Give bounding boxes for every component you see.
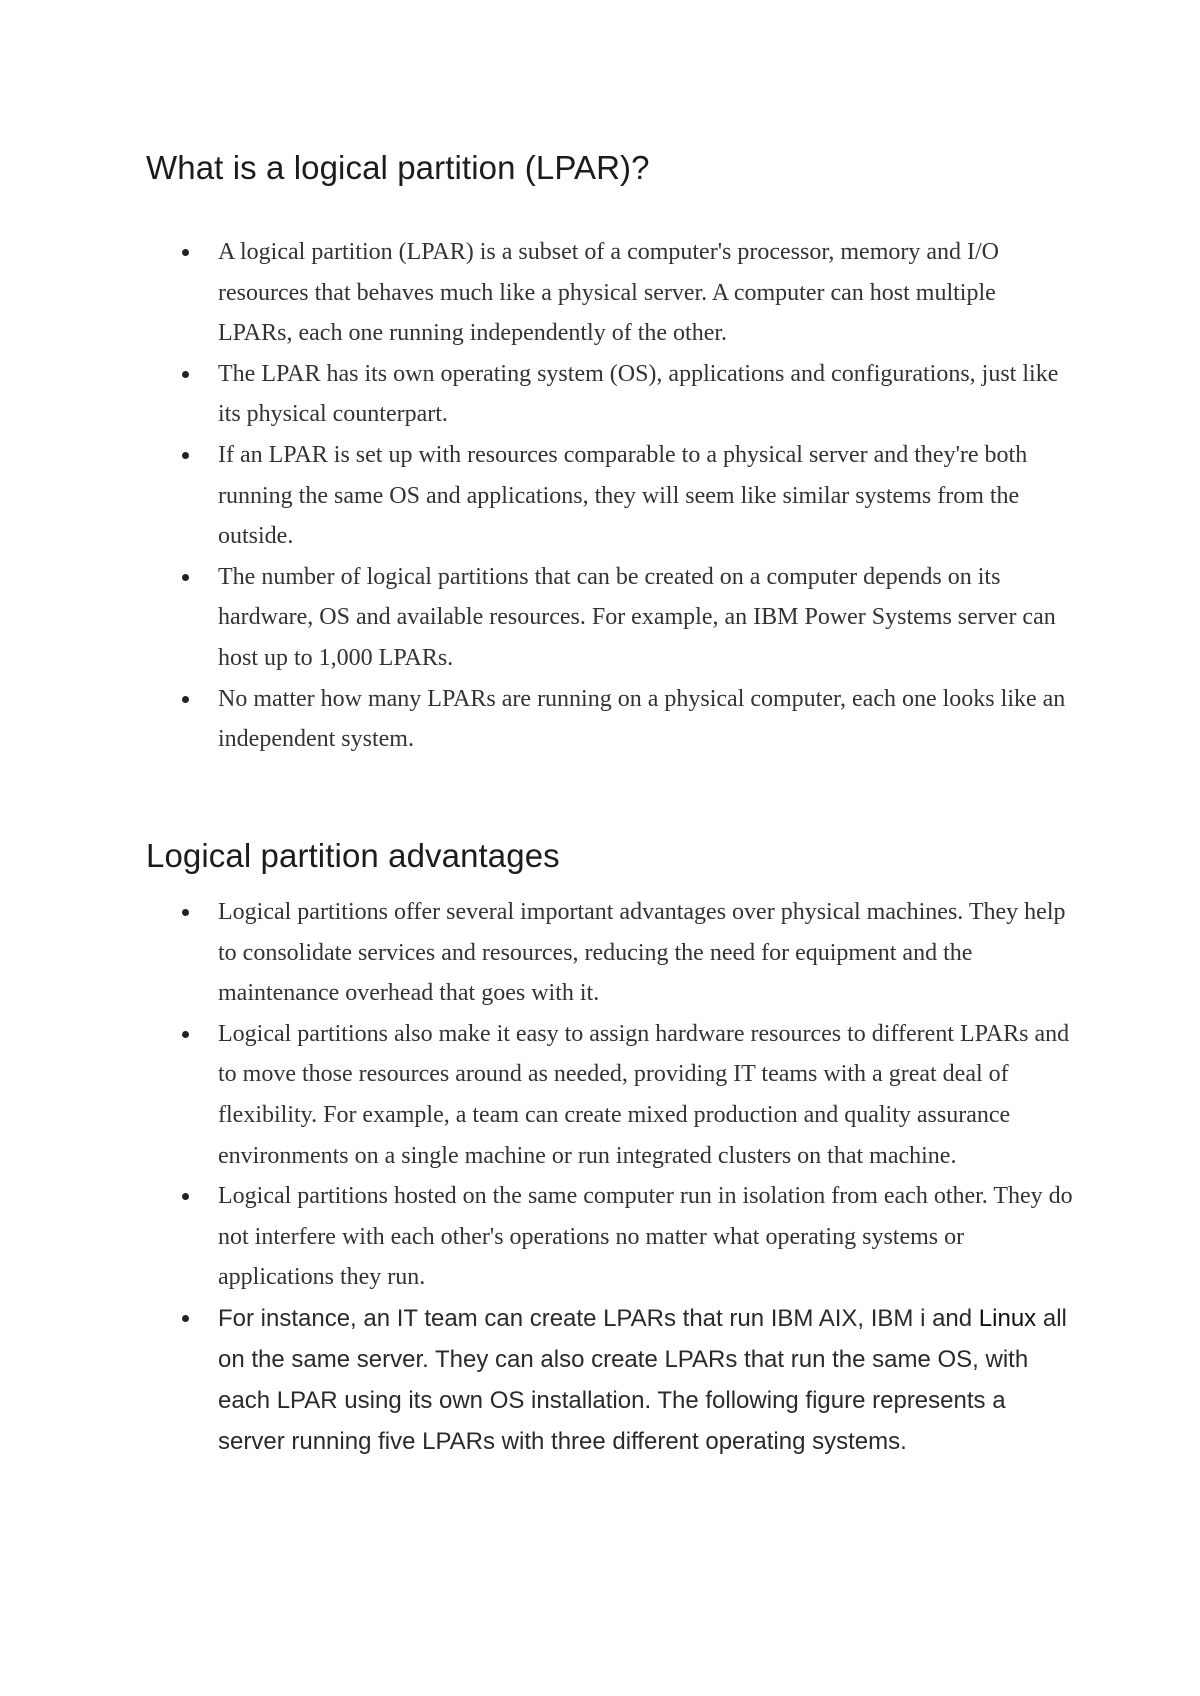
bullet-dot-icon: [182, 371, 189, 378]
bullet-text: The number of logical partitions that can be created on a computer depends on its hardware, OS and available resources. For example, an IBM Power Systems server can host up to 1,000 LPARs.: [218, 563, 1056, 671]
list-item: [146, 892, 1076, 1014]
bullet-list-lpar-advantages: [146, 892, 1076, 1462]
bullet-dot-icon: [182, 452, 189, 459]
list-item: [146, 232, 1076, 354]
bullet-text: Logical partitions also make it easy to assign hardware resources to different LPARs and to move those resources around as needed, providing IT teams with a great deal of flexibility. For example, a team can create mixed production and quality assurance environments on a single machine or run integrated clusters on that machine.: [218, 1020, 1070, 1169]
section-heading-what-is-lpar: What is a logical partition (LPAR)?: [146, 149, 650, 186]
bullet-dot-icon: [182, 1193, 189, 1200]
bullet-text: A logical partition (LPAR) is a subset of a computer's processor, memory and I/O resources that behaves much like a physical server. A computer can host multiple LPARs, each one running independently of the other.: [218, 239, 999, 347]
bullet-text: Logical partitions offer several important advantages over physical machines. They help to consolidate services and resources, reducing the need for equipment and the maintenance overhead that goes with it.: [218, 899, 1066, 1007]
list-item: [146, 435, 1076, 557]
section-what-is-lpar: [146, 146, 1076, 760]
bullet-text-after-link: all on the same server. They can also create LPARs that run the same OS, with each LPAR using its own OS installation. The following figure represents a server running five LPARs with three different operating systems.: [218, 1304, 1067, 1455]
bullet-text: No matter how many LPARs are running on a physical computer, each one looks like an independent system.: [218, 685, 1066, 753]
bullet-text: The LPAR has its own operating system (OS), applications and configurations, just like its physical counterpart.: [218, 360, 1059, 428]
bullet-dot-icon: [182, 1315, 189, 1322]
bullet-text-before-link: For instance, an IT team can create LPARs that run IBM AIX, IBM i and: [218, 1304, 979, 1332]
list-item: [146, 557, 1076, 679]
list-item: [146, 1176, 1076, 1298]
bullet-text: Logical partitions hosted on the same computer run in isolation from each other. They do not interfere with each other's operations no matter what operating systems or applications they run.: [218, 1183, 1073, 1291]
list-item: [146, 679, 1076, 760]
bullet-dot-icon: [182, 909, 189, 916]
section-lpar-advantages: [146, 834, 1076, 1462]
section-heading-lpar-advantages: Logical partition advantages: [146, 837, 560, 874]
linux-link[interactable]: Linux: [978, 1304, 1037, 1332]
bullet-dot-icon: [182, 574, 189, 581]
list-item: [146, 354, 1076, 435]
bullet-dot-icon: [182, 1031, 189, 1038]
list-item: [146, 1014, 1076, 1176]
bullet-list-what-is-lpar: [146, 232, 1076, 760]
bullet-text: If an LPAR is set up with resources comparable to a physical server and they're both running the same OS and applications, they will seem like similar systems from the outside.: [218, 441, 1028, 550]
list-item: [146, 1298, 1076, 1462]
bullet-dot-icon: [182, 696, 189, 703]
bullet-dot-icon: [182, 249, 189, 256]
